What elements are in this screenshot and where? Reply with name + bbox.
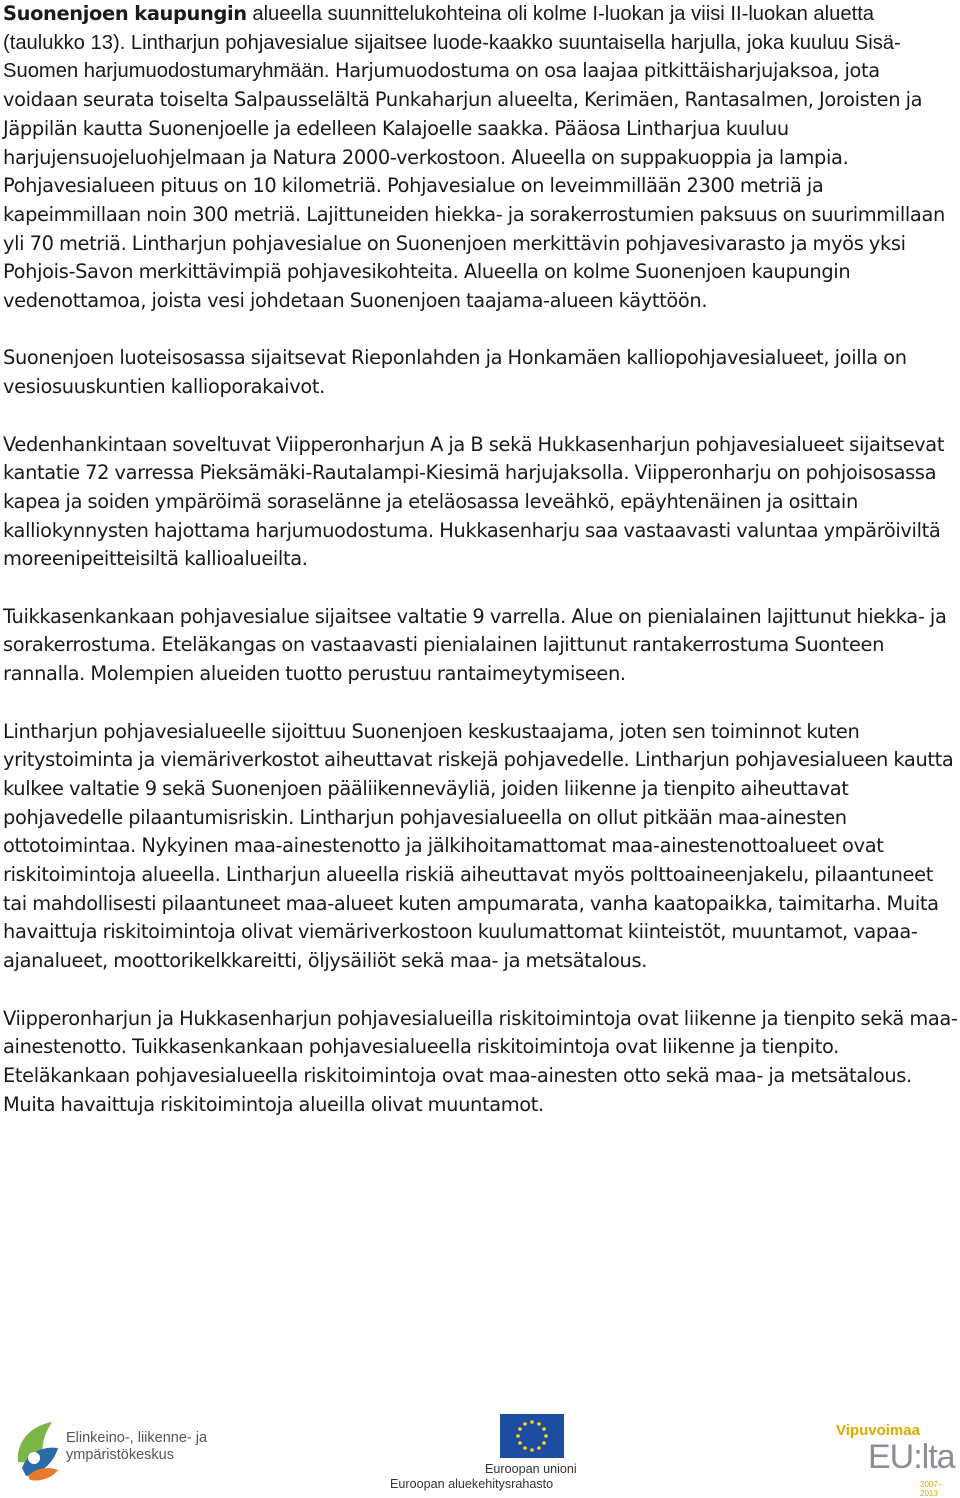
ely-logo-text bbox=[66, 1430, 207, 1464]
paragraph-4: Lintharjun pohjavesialueelle sijoittuu Suonenjoen keskustaajama, joten sen toiminnot kuten yritystoiminta ja viemäriverkostot aiheuttavat riskejä pohjavedelle. Lintharjun pohjavesialueen kautta kulkee valtatie 9 sekä Suonenjoen pääliikenneväyliä, joiden liikenne ja tienpito aiheuttavat pohjavedelle pilaantumisriskin. Lintharjun pohjavesialueella on ollut pitkään maa-ainesten ottotoimintaa. Nykyinen maa-ainestenotto ja jälkihoitamattomat maa-ainestenottoalueet ovat riskitoimintoja alueella. Lintharjun alueella riskiä aiheuttavat myös polttoaineenjakelu, pilaantuneet tai mahdollisesti pilaantuneet maa-alueet kuten ampumarata, vanha kaatopaikka, taimitarha. Muita havaittuja riskitoimintoja olivat viemäriverkostoon kuulumattomat kiinteistöt, muuntamot, vapaa-ajanalueet, moottorikelkkareitti, öljysäiliöt sekä maa- ja metsätalous. bbox=[3, 719, 954, 973]
ely-logo-line2: ympäristökeskus bbox=[66, 1447, 174, 1463]
ely-logo bbox=[14, 1418, 224, 1484]
paragraph-intro bbox=[3, 0, 959, 316]
vipuvoimaa-logo bbox=[830, 1416, 955, 1498]
intro-bold-lead: Suonenjoen kaupungin bbox=[3, 2, 247, 25]
eu-logo bbox=[388, 1414, 578, 1492]
eu-flag-icon bbox=[500, 1414, 564, 1458]
intro-body: Harjumuodostuma on osa laajaa pitkittäisharjujaksoa, jota voidaan seurata toiselta Salpausselältä Punkaharjun alueelta, Kerimäen, Rantasalmen, Joroisten ja Jäppilän kautta Suonenjoelle ja edelleen Kalajoelle saakka. Pääosa Lintharjua kuuluu harjujensuojeluohjelmaan ja Natura 2000-verkostoon. Alueella on suppakuoppia ja lampia. Pohjavesialueen pituus on 10 kilometriä. Pohjavesialue on leveimmillään 2300 metriä ja kapeimmillaan noin 300 metriä. Lajittuneiden hiekka- ja sorakerrostumien paksuus on suurimmillaan yli 70 metriä. Lintharjun pohjavesialue on Suonenjoen merkittävin pohjavesivarasto ja myös yksi Pohjois-Savon merkittävimpiä pohjavesikohteita. Alueella on kolme Suonenjoen kaupungin vedenottamoa, joista vesi johdetaan Suonenjoen taajama-alueen käyttöön. bbox=[3, 59, 945, 313]
paragraph-1: Suonenjoen luoteisosassa sijaitsevat Rieponlahden ja Honkamäen kalliopohjavesialueet, joilla on vesiosuuskuntien kallioporakaivot. bbox=[3, 346, 907, 399]
eu-logo-line1: Euroopan unioni bbox=[485, 1462, 577, 1476]
vipuvoimaa-mark: EU:lta bbox=[868, 1438, 955, 1476]
paragraph-3: Tuikkasenkankaan pohjavesialue sijaitsee valtatie 9 varrella. Alue on pienialainen lajittunut hiekka- ja sorakerrostuma. Eteläkangas on vastaavasti pienialainen lajittunut rantakerrostuma Suonteen rannalla. Molempien alueiden tuotto perustuu rantaimeytymiseen. bbox=[3, 604, 947, 686]
document-body bbox=[3, 0, 959, 1119]
footer-logos bbox=[0, 1412, 960, 1498]
paragraph-2: Vedenhankintaan soveltuvat Viipperonharjun A ja B sekä Hukkasenharjun pohjavesialueet sijaitsevat kantatie 72 varressa Pieksämäki-Rautalampi-Kiesimä harjujaksolla. Viipperonharju on pohjoisosassa kapea ja soiden ympäröimä soraselänne ja eteläosassa leveähkö, epäyhtenäinen ja osittain kalliokynnysten hajottama harjumuodostuma. Hukkasenharju saa vastaavasti valuntaa ympäröiviltä moreenipeitteisiltä kallioalueilta. bbox=[3, 432, 945, 571]
vipuvoimaa-title: Vipuvoimaa bbox=[836, 1422, 920, 1439]
vipuvoimaa-years: 2007–2013 bbox=[920, 1480, 943, 1498]
ely-leaf-logo-icon bbox=[14, 1418, 62, 1484]
intro-lead-rest: alueella suunnittelukohteina oli kolme I-luokan ja viisi II-luokan aluetta (taulukko 13). Lintharjun pohjavesialue sijaitsee luode-kaakko suuntaisella harjulla, joka kuuluu Sisä-Suomen harjumuodostumaryhmään. bbox=[3, 3, 901, 83]
ely-logo-line1: Elinkeino-, liikenne- ja bbox=[66, 1430, 208, 1446]
paragraph-5: Viipperonharjun ja Hukkasenharjun pohjavesialueilla riskitoimintoja ovat liikenne ja tienpito sekä maa-ainestenotto. Tuikkasenkankaan pohjavesialueella riskitoimintoja ovat liikenne ja tienpito. Eteläkankaan pohjavesialueella riskitoimintoja ovat maa-ainesten otto sekä maa- ja metsätalous. Muita havaittuja riskitoimintoja alueilla olivat muuntamot. bbox=[3, 1006, 958, 1116]
eu-logo-line2: Euroopan aluekehitysrahasto bbox=[390, 1477, 554, 1491]
